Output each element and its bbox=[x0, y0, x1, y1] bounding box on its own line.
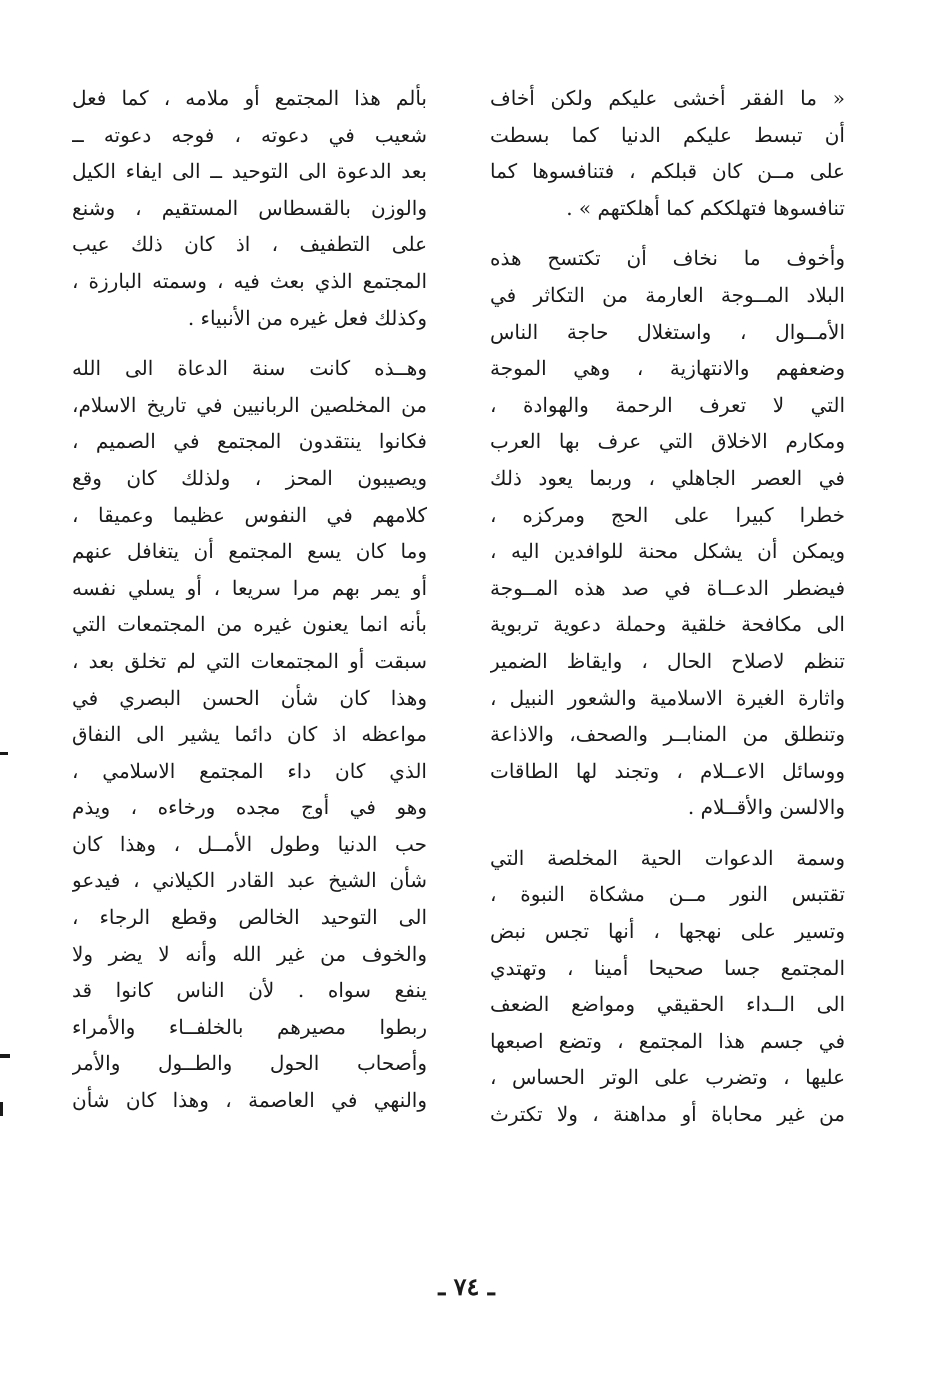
text-line: وكذلك فعل غيره من الأنبياء . bbox=[187, 305, 427, 330]
text-line: مواعظه اذ كان دائما يشير الى النفاق bbox=[72, 722, 427, 747]
paragraph bbox=[490, 840, 845, 1133]
text-line: الى الــداء الحقيقي ومواضع الضعف bbox=[490, 992, 845, 1017]
text-line: الأمــوال ، واستغلال حاجة الناس bbox=[490, 319, 845, 344]
text-line: والنهي في العاصمة ، وهذا كان شأن bbox=[72, 1088, 427, 1113]
text-line: الذي كان داء المجتمع الاسلامي ، bbox=[72, 758, 427, 783]
text-line: وهذا كان شأن الحسن البصري في bbox=[72, 685, 427, 710]
text-line: شأن الشيخ عبد القادر الكيلاني ، فيدعو bbox=[72, 868, 427, 893]
text-line: أو يمر بهم مرا سريعا ، أو يسلي نفسه bbox=[72, 575, 427, 600]
text-line: وما كان يسع المجتمع أن يتغافل عنهم bbox=[72, 539, 427, 564]
text-line: على التطفيف ، اذ كان ذلك عيب bbox=[72, 232, 427, 257]
text-line: وضعفهم والانتهازية ، وهي الموجة bbox=[490, 356, 845, 381]
paragraph bbox=[490, 240, 845, 826]
text-line: بأنه انما يعنون غيره من المجتمعات التي bbox=[72, 612, 427, 637]
text-line: تنافسوها فتهلككم كما أهلكتهم » . bbox=[566, 195, 845, 220]
text-line: وأصحاب الحول والطــول والأمر bbox=[72, 1051, 427, 1076]
text-line: على مــن كان قبلكم ، فتنافسوها كما bbox=[490, 159, 845, 184]
text-line: وسمة الدعوات الحية المخلصة التي bbox=[490, 845, 845, 870]
text-line: ينفع سواه . لأن الناس كانوا قد bbox=[72, 978, 427, 1003]
text-line: من المخلصين الربانيين في تاريخ الاسلام، bbox=[72, 392, 427, 417]
text-line: والالسن والأقــلام . bbox=[687, 795, 845, 820]
text-line: ويمكن أن يشكل محنة للوافدين اليه ، bbox=[490, 539, 845, 564]
text-line: عليها ، وتضرب على الوتر الحساس ، bbox=[490, 1065, 845, 1090]
text-line: الى مكافحة خلقية وحملة دعوية تربوية bbox=[490, 612, 845, 637]
right-text-column bbox=[490, 80, 845, 1133]
text-line: ويصيبون المحز ، ولذلك كان وقع bbox=[72, 465, 427, 490]
text-line: شعيب في دعوته ، فوجه دعوته ــ bbox=[72, 122, 427, 147]
text-line: واثارة الغيرة الاسلامية والشعور النبيل ، bbox=[490, 685, 845, 710]
paragraph bbox=[72, 80, 427, 336]
text-line: تقتبس النور مــن مشكاة النبوة ، bbox=[490, 882, 845, 907]
left-text-column bbox=[72, 80, 427, 1119]
paragraph bbox=[490, 80, 845, 226]
scan-mark bbox=[0, 752, 8, 755]
text-line: في العصر الجاهلي ، وربما يعود ذلك bbox=[490, 465, 845, 490]
text-line: في جسم هذا المجتمع ، وتضع اصبعها bbox=[490, 1028, 845, 1053]
text-line: وتسير على نهجها ، أنها تجس نبض bbox=[490, 919, 845, 944]
text-line: المجتمع الذي بعث فيه ، وسمته البارزة ، bbox=[72, 268, 427, 293]
text-line: حب الدنيا وطول الأمــل ، وهذا كان bbox=[72, 831, 427, 856]
text-line: والخوف من غير الله وأنه لا يضر ولا bbox=[72, 941, 427, 966]
text-line: أن تبسط عليكم الدنيا كما بسطت bbox=[490, 122, 845, 147]
text-line: والوزن بالقسطاس المستقيم ، وشنع bbox=[72, 195, 427, 220]
text-line: تنظم لاصلاح الحال ، وايقاظ الضمير bbox=[490, 648, 845, 673]
text-line: فكانوا ينتقدون المجتمع في الصميم ، bbox=[72, 429, 427, 454]
text-line: من غير محاباة أو مداهنة ، ولا تكترث bbox=[490, 1102, 845, 1127]
text-line: المجتمع جسا صحيحا أمينا ، وتهتدي bbox=[490, 955, 845, 980]
text-line: خطرا كبيرا على الحج ومركزه ، bbox=[490, 502, 845, 527]
text-line: ومكارم الاخلاق التي عرف بها العرب bbox=[490, 429, 845, 454]
text-line: كلامهم في النفوس عظيما وعميقا ، bbox=[72, 502, 427, 527]
text-line: فيضطر الدعــاة في صد هذه المــوجة bbox=[490, 575, 845, 600]
text-line: بعد الدعوة الى التوحيد ــ الى ايفاء الكيل bbox=[72, 159, 427, 184]
page-number: ـ ٧٤ ـ bbox=[438, 1272, 495, 1301]
scan-mark bbox=[0, 1102, 3, 1116]
text-line: « ما الفقر أخشى عليكم ولكن أخاف bbox=[490, 86, 845, 110]
paragraph bbox=[72, 350, 427, 1118]
text-line: وتنطلق من المنابــر والصحف، والاذاعة bbox=[490, 722, 845, 747]
text-line: البلاد المــوجة العارمة من التكاثر في bbox=[490, 282, 845, 307]
text-line: الى التوحيد الخالص وقطع الرجاء ، bbox=[72, 905, 427, 930]
text-line: وأخوف ما نخاف أن تكتسح هذه bbox=[490, 246, 845, 271]
text-line: سبقت أو المجتمعات التي لم تخلق بعد ، bbox=[72, 648, 427, 673]
text-line: ووسائل الاعــلام ، وتجند لها الطاقات bbox=[490, 758, 845, 783]
text-line: بألم هذا المجتمع أو ملامه ، كما فعل bbox=[72, 86, 427, 110]
text-line: وهــذه كانت سنة الدعاة الى الله bbox=[72, 356, 427, 381]
text-line: التي لا تعرف الرحمة والهوادة ، bbox=[490, 392, 845, 417]
text-line: وهو في أوج مجده ورخاءه ، ويذم bbox=[72, 795, 427, 820]
scan-mark bbox=[0, 1054, 10, 1058]
text-line: ربطوا مصيرهم بالخلفــاء والأمراء bbox=[72, 1014, 427, 1039]
